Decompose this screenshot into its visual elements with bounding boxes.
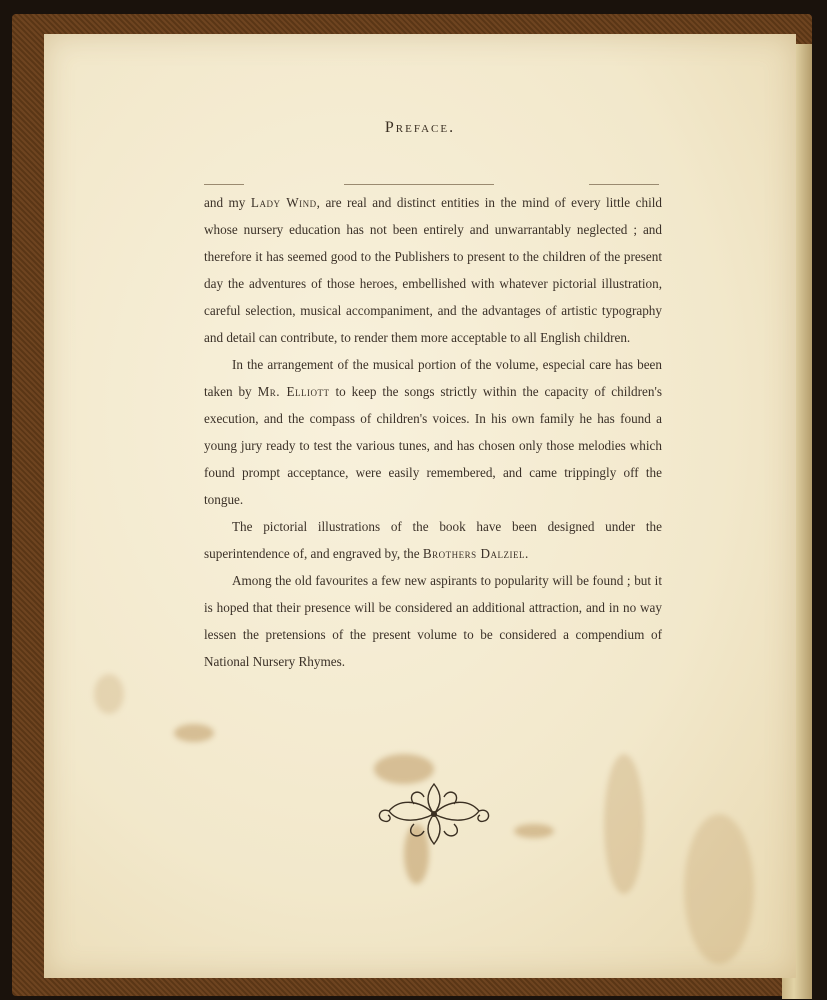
preface-text bbox=[204, 189, 662, 675]
text-run: In the arrangement of the musical portion of the volume, especial care has been taken by bbox=[204, 357, 662, 399]
text-run: . bbox=[524, 546, 529, 561]
small-caps-name: Mr. Elliott bbox=[257, 384, 330, 399]
small-caps-name: Brothers Dalziel bbox=[422, 546, 525, 561]
page-title: Preface. bbox=[384, 119, 456, 136]
text-run: Among the old favourites a few new aspirants to popularity will be found ; but it is hoped that their presence will be considered an additional attraction, and in no way lessen the pretensions of the present volume to be considered a compendium of National Nursery Rhymes. bbox=[204, 573, 662, 669]
text-run: The pictorial illustrations of the book have been designed under the superintendence of, and engraved by, the bbox=[204, 519, 662, 561]
ornament-icon bbox=[374, 779, 494, 849]
header-rule-right bbox=[589, 184, 659, 185]
text-run: and my bbox=[204, 195, 251, 210]
paragraph bbox=[204, 351, 662, 513]
text-run: , are real and distinct entities in the mind of every little child whose nursery education has not been entirely and unwarrantably neglected ; and therefore it has seemed good to the Publishers to present to the children of the present day the adventures of those heroes, embellished with whatever pictorial illustration, careful selection, musical accompaniment, and the advantages of artistic typography and detail can contribute, to render them more acceptable to all English children. bbox=[204, 195, 662, 345]
paragraph bbox=[204, 189, 662, 351]
book-page bbox=[44, 34, 796, 978]
text-run: to keep the songs strictly within the capacity of children's execution, and the compass of children's voices. In his own family he has found a young jury ready to test the various tunes, and has chosen only those melodies which found prompt acceptance, were easily remembered, and came trippingly off the tongue. bbox=[204, 384, 662, 507]
small-caps-name: Lady Wind bbox=[250, 195, 317, 210]
header-rule-left bbox=[204, 184, 244, 185]
paragraph bbox=[204, 567, 662, 675]
header-rule-center bbox=[344, 184, 494, 185]
paragraph bbox=[204, 513, 662, 567]
